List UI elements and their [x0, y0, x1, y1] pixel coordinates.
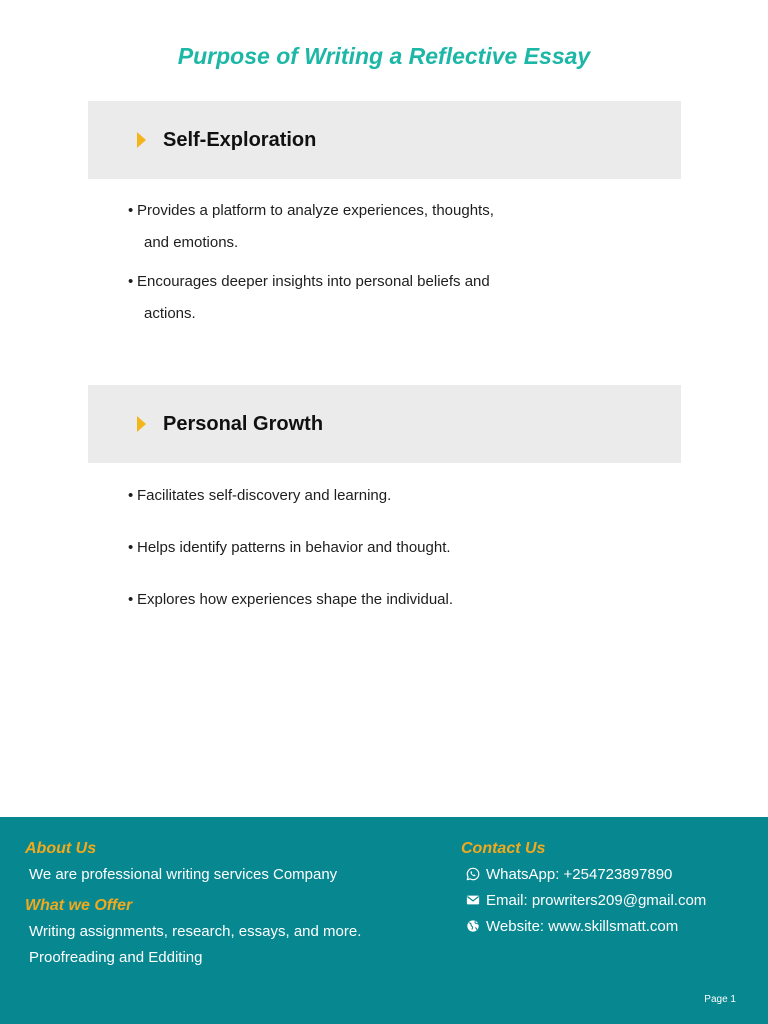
bullet-marker: •	[128, 591, 134, 608]
caret-right-icon	[137, 416, 146, 432]
bullet-marker: •	[128, 487, 134, 504]
page-title: Purpose of Writing a Reflective Essay	[177, 43, 591, 69]
list-item	[128, 195, 548, 259]
globe-icon	[466, 919, 480, 933]
list-item-text: Provides a platform to analyze experiences, thoughts,	[137, 202, 494, 219]
whatsapp-text: WhatsApp: +254723897890	[486, 866, 673, 883]
about-text: We are professional writing services Company	[29, 866, 338, 883]
list-item	[128, 532, 548, 564]
list-item-text: Helps identify patterns in behavior and thought.	[137, 539, 451, 556]
about-heading: About Us	[25, 840, 97, 857]
offer-heading: What we Offer	[25, 897, 133, 914]
bullet-marker: •	[128, 273, 134, 290]
caret-right-icon	[137, 132, 146, 148]
list-item-text-continued: and emotions.	[144, 234, 239, 251]
offer-line: Proofreading and Edditing	[29, 949, 203, 966]
envelope-icon	[466, 893, 480, 907]
section-header-self-exploration	[88, 101, 681, 179]
bullet-marker: •	[128, 202, 134, 219]
footer	[0, 817, 768, 1024]
list-item-text: Encourages deeper insights into personal beliefs and	[137, 273, 490, 290]
list-item	[128, 266, 548, 330]
website-text: Website: www.skillsmatt.com	[486, 918, 679, 935]
contact-heading: Contact Us	[461, 840, 546, 857]
whatsapp-contact[interactable]	[466, 864, 672, 886]
page-number: Page 1	[704, 994, 736, 1005]
whatsapp-icon	[466, 867, 480, 881]
email-text: Email: prowriters209@gmail.com	[486, 892, 707, 909]
email-contact[interactable]	[466, 890, 706, 912]
website-contact[interactable]	[466, 916, 678, 938]
list-item	[128, 480, 548, 512]
offer-line: Writing assignments, research, essays, and more.	[29, 923, 362, 940]
section-heading: Personal Growth	[163, 413, 324, 435]
list-item-text: Facilitates self-discovery and learning.	[137, 487, 392, 504]
section-heading: Self-Exploration	[163, 129, 317, 151]
list-item-text-continued: actions.	[144, 305, 196, 322]
list-item	[128, 584, 548, 616]
section-header-personal-growth	[88, 385, 681, 463]
bullet-marker: •	[128, 539, 134, 556]
list-item-text: Explores how experiences shape the individual.	[137, 591, 454, 608]
